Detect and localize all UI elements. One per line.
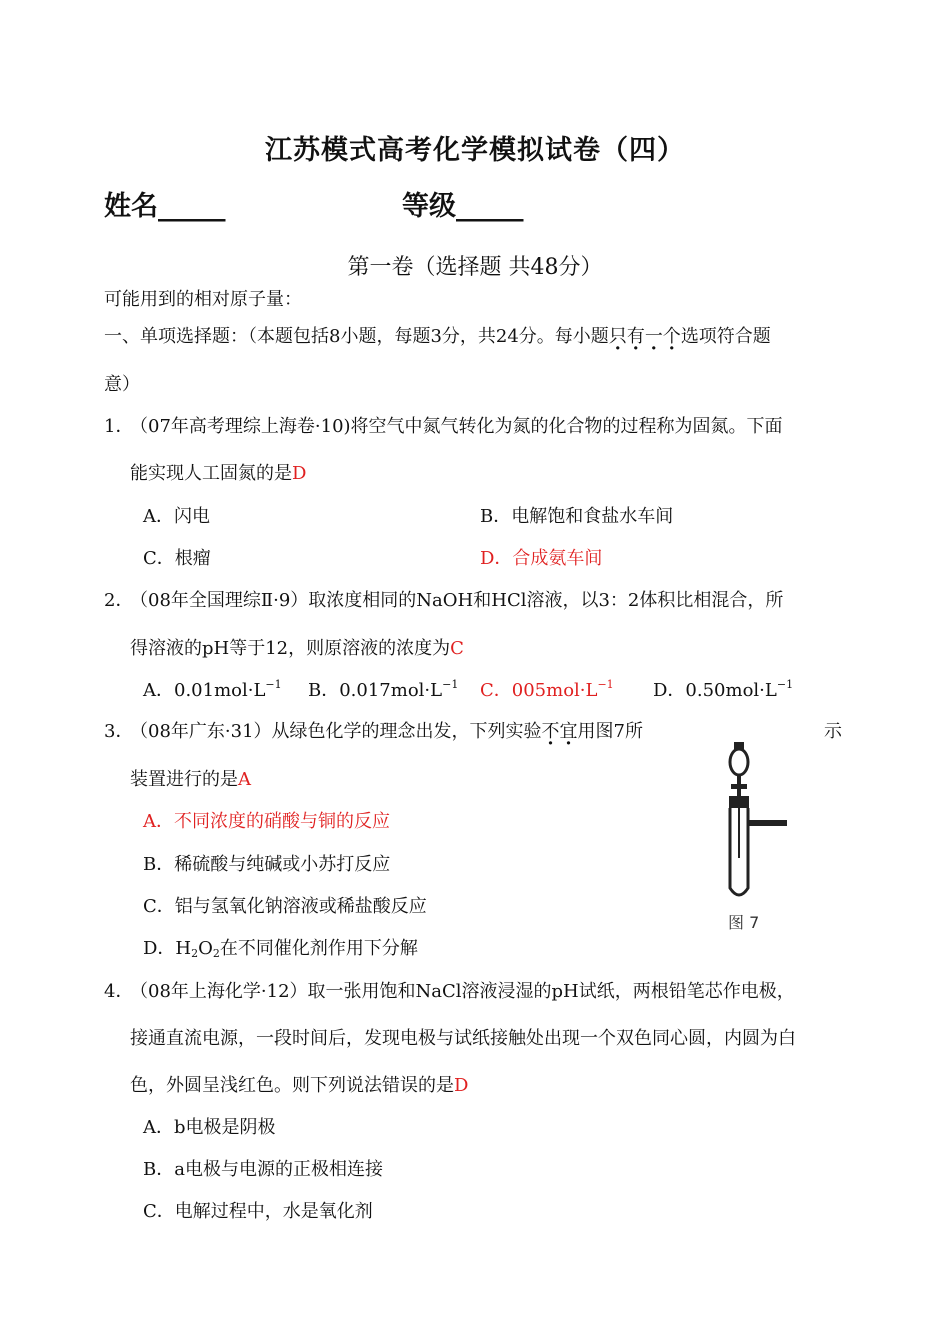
part1-intro-c: 意） (104, 374, 140, 395)
answer-mark: D (454, 1075, 469, 1096)
emphasis-char: 不 (541, 721, 560, 742)
question-4-option-b: B．a电极与电源的正极相连接 (143, 1159, 383, 1180)
question-1-stem: 能实现人工固氮的是 (130, 463, 292, 484)
separatory-funnel-test-tube-diagram (718, 738, 798, 938)
figure-caption: 图 7 (728, 913, 760, 932)
question-3-text-b: 用图7所 (577, 721, 643, 742)
grade-field-label: 等级_____ (402, 191, 524, 222)
name-field-label: 姓名_____ (104, 191, 226, 222)
question-3-text-line2 (130, 765, 251, 791)
question-3-text-c: 示 (824, 721, 842, 742)
emphasis-char: 一 (644, 326, 663, 347)
atomic-mass-note: 可能用到的相对原子量： (104, 289, 302, 310)
question-2-number: 2． (104, 590, 134, 611)
answer-mark: C (450, 638, 464, 659)
subscript: 2 (212, 947, 220, 960)
question-2-option-c (480, 676, 614, 702)
emphasis-char: 个 (662, 326, 681, 347)
question-3-option-d (143, 934, 418, 960)
question-4-text-line2: 接通直流电源，一段时间后，发现电极与试纸接触处出现一个双色同心圆，内圆为白 (130, 1028, 796, 1049)
part1-intro-b: 选项符合题 (680, 326, 771, 347)
exponent: −1 (265, 678, 282, 691)
question-3-text-line1 (130, 717, 643, 743)
question-3-option-b: B．稀硫酸与纯碱或小苏打反应 (143, 854, 391, 875)
emphasis-char: 只 (608, 326, 627, 347)
part1-intro-a: 一、单项选择题：（本题包括8小题，每题3分，共24分。每小题 (104, 326, 609, 347)
option-text: D．0.50mol·L (653, 680, 777, 701)
question-2-option-a (143, 676, 282, 702)
question-4-option-a: A．b电极是阴极 (143, 1117, 276, 1138)
question-1-option-a: A．闪电 (143, 506, 210, 527)
exponent: −1 (776, 678, 794, 691)
option-text: B．0.017mol·L (308, 680, 443, 701)
question-2-option-d (653, 676, 793, 702)
option-text: C．005mol·L (480, 680, 598, 701)
question-4-number: 4． (104, 981, 134, 1002)
question-1-text-line1: （07年高考理综上海卷·10)将空气中氮气转化为氮的化合物的过程称为固氮。下面 (130, 416, 783, 437)
option-text: 在不同催化剂作用下分解 (219, 938, 418, 959)
question-3-number: 3． (104, 721, 134, 742)
option-text: O (198, 938, 213, 959)
question-4-stem: 色，外圆呈浅红色。则下列说法错误的是 (130, 1075, 454, 1096)
option-text: A．0.01mol·L (143, 680, 266, 701)
question-1-option-d: D．合成氨车间 (480, 548, 603, 569)
funnel-bulb (730, 749, 748, 775)
part1-instructions (104, 322, 771, 348)
exponent: −1 (442, 678, 459, 691)
question-1-text-line2 (130, 459, 306, 485)
answer-mark: A (238, 769, 251, 790)
question-2-text-line1: （08年全国理综Ⅱ·9）取浓度相同的NaOH和HCl溶液，以3：2体积比相混合，所 (130, 590, 784, 611)
exponent: −1 (597, 678, 614, 691)
question-1-option-c: C．根瘤 (143, 548, 211, 569)
question-1-option-b: B．电解饱和食盐水车间 (480, 506, 674, 527)
question-3-option-a: A．不同浓度的硝酸与铜的反应 (143, 811, 390, 832)
question-3-stem: 装置进行的是 (130, 769, 238, 790)
question-4-text-line3 (130, 1071, 468, 1097)
question-4-option-c: C．电解过程中，水是氧化剂 (143, 1201, 373, 1222)
question-2-option-b (308, 676, 458, 702)
question-4-text-line1: （08年上海化学·12）取一张用饱和NaCl溶液浸湿的pH试纸，两根铅笔芯作电极， (130, 981, 795, 1002)
question-2-stem: 得溶液的pH等于12，则原溶液的浓度为 (130, 638, 451, 659)
question-1-number: 1． (104, 416, 134, 437)
section-title: 第一卷（选择题 共48分） (347, 255, 603, 280)
option-text: D．H (143, 938, 192, 959)
exam-title: 江苏模式高考化学模拟试卷（四） (265, 135, 685, 166)
question-3-option-c: C．铝与氢氧化钠溶液或稀盐酸反应 (143, 896, 427, 917)
question-2-text-line2 (130, 634, 464, 660)
funnel-stopcock (731, 784, 747, 789)
subscript: 2 (191, 947, 199, 960)
figure-7-apparatus (718, 738, 798, 942)
delivery-tube (747, 820, 787, 826)
question-3-text-a: （08年广东·31）从绿色化学的理念出发，下列实验 (130, 721, 542, 742)
emphasis-char: 有 (626, 326, 645, 347)
tube-stopper (729, 796, 749, 808)
answer-mark: D (292, 463, 307, 484)
emphasis-char: 宜 (559, 721, 578, 742)
